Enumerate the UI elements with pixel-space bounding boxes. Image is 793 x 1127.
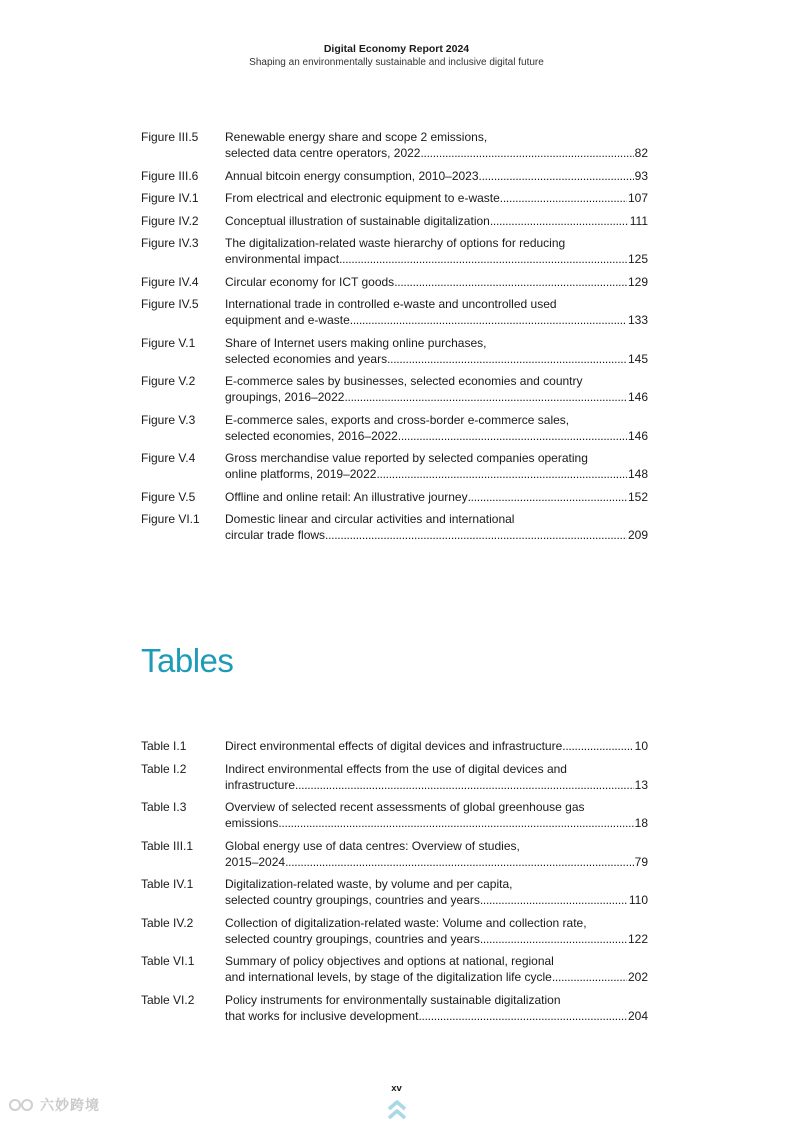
watermark-logo-icon — [8, 1096, 36, 1114]
entry-title-line: Collection of digitalization-related waste: Volume and collection rate, — [225, 915, 587, 930]
entry-label: Table I.2 — [141, 761, 187, 776]
page-ref[interactable]: 133 — [627, 313, 648, 327]
entry-title-line: Domestic linear and circular activities and international — [225, 512, 515, 526]
dot-leader — [339, 251, 627, 267]
toc-entry[interactable] — [141, 450, 648, 482]
entry-label: Figure III.5 — [141, 130, 199, 144]
page-ref[interactable]: 129 — [627, 274, 648, 289]
entry-title-line: Indirect environmental effects from the use of digital devices and — [225, 761, 567, 776]
entry-label: Table III.1 — [141, 838, 194, 853]
dot-leader — [344, 389, 627, 405]
toc-entry[interactable] — [141, 953, 648, 985]
page-ref[interactable]: 202 — [627, 970, 648, 984]
page-ref[interactable]: 79 — [634, 854, 648, 869]
entry-title-line: infrastructure — [225, 777, 296, 792]
toc-entry[interactable] — [141, 992, 648, 1024]
entry-title — [225, 761, 648, 793]
toc-entry[interactable] — [141, 373, 648, 405]
toc-entry[interactable] — [141, 876, 648, 908]
toc-entry[interactable] — [141, 213, 648, 229]
entry-label: Table IV.2 — [141, 915, 194, 930]
entry-title-line: circular trade flows — [225, 528, 326, 542]
entry-title — [225, 296, 648, 328]
page-ref[interactable]: 152 — [627, 489, 648, 504]
entry-label: Figure V.1 — [141, 335, 196, 350]
entry-title — [225, 190, 648, 206]
dot-leader — [350, 312, 627, 328]
entry-title-line: International trade in controlled e-waste and uncontrolled used — [225, 297, 557, 311]
dot-leader — [552, 969, 627, 985]
entry-title-line: Circular economy for ICT goods — [225, 274, 395, 289]
dot-leader — [562, 738, 633, 754]
toc-entry[interactable] — [141, 296, 648, 328]
page-ref[interactable]: 125 — [627, 252, 648, 266]
dot-leader — [480, 931, 627, 947]
entry-label: Figure IV.1 — [141, 191, 199, 205]
entry-title — [225, 799, 648, 831]
toc-entry[interactable] — [141, 915, 648, 947]
watermark — [8, 1095, 100, 1115]
entry-label: Figure V.5 — [141, 489, 196, 504]
page-ref[interactable]: 13 — [634, 777, 648, 792]
entry-title-line: online platforms, 2019–2022 — [225, 467, 377, 481]
entry-title — [225, 953, 648, 985]
toc-entry[interactable] — [141, 274, 648, 290]
entry-title — [225, 489, 648, 505]
page-ref[interactable]: 145 — [627, 351, 648, 366]
entry-title-line: From electrical and electronic equipment to e-waste — [225, 191, 500, 205]
page-number: xv — [391, 1083, 402, 1094]
page-ref[interactable]: 93 — [634, 168, 648, 183]
dot-leader — [479, 168, 634, 184]
report-title: Digital Economy Report 2024 — [323, 43, 470, 55]
dot-leader — [278, 815, 633, 831]
entry-title-line: Share of Internet users making online purchases, — [225, 335, 487, 350]
dot-leader — [398, 428, 627, 444]
entry-title-line: selected country groupings, countries and years — [225, 931, 480, 946]
page-ref[interactable]: 146 — [627, 390, 648, 404]
entry-label: Figure IV.3 — [141, 236, 199, 250]
toc-entry[interactable] — [141, 168, 648, 184]
report-subtitle: Shaping an environmentally sustainable and inclusive digital future — [249, 57, 544, 68]
entry-label: Figure V.4 — [141, 451, 196, 465]
entry-title-line: E-commerce sales by businesses, selected economies and country — [225, 374, 583, 388]
dot-leader — [418, 1008, 627, 1024]
page-ref[interactable]: 146 — [627, 428, 648, 443]
dot-leader — [420, 145, 633, 161]
entry-title — [225, 992, 648, 1024]
page-ref[interactable]: 18 — [634, 816, 648, 830]
page-ref[interactable]: 110 — [628, 893, 648, 907]
dot-leader — [376, 466, 627, 482]
entry-title-line: equipment and e-waste — [225, 313, 350, 327]
watermark-text: 六妙跨境 — [40, 1097, 100, 1113]
entry-title-line: emissions — [225, 816, 279, 830]
entry-title-line: Global energy use of data centres: Overview of studies, — [225, 838, 520, 853]
page-ref[interactable]: 204 — [627, 1008, 648, 1023]
entry-title-line: Summary of policy objectives and options at national, regional — [225, 954, 554, 968]
toc-entry[interactable] — [141, 190, 648, 206]
entry-title-line: environmental impact — [225, 252, 340, 266]
page-ref[interactable]: 148 — [627, 467, 648, 481]
entry-title — [225, 335, 648, 367]
running-header — [0, 42, 793, 70]
dot-leader — [490, 213, 629, 229]
entry-title — [225, 129, 648, 161]
entry-title-line: selected economies, 2016–2022 — [225, 428, 398, 443]
toc-entry[interactable] — [141, 335, 648, 367]
tables-list — [141, 738, 648, 1030]
entry-label: Figure IV.2 — [141, 213, 199, 228]
page-ref[interactable]: 209 — [627, 528, 648, 542]
entry-title-line: selected data centre operators, 2022 — [225, 146, 421, 160]
entry-title-line: Gross merchandise value reported by selected companies operating — [225, 451, 588, 465]
entry-label: Table I.3 — [141, 800, 187, 814]
entry-label: Table I.1 — [141, 739, 187, 753]
entry-title-line: E-commerce sales, exports and cross-border e-commerce sales, — [225, 412, 570, 427]
dot-leader — [500, 190, 627, 206]
toc-entry[interactable] — [141, 738, 648, 754]
entry-title — [225, 235, 648, 267]
toc-entry[interactable] — [141, 129, 648, 161]
dot-leader — [480, 892, 628, 908]
entry-title-line: Conceptual illustration of sustainable digitalization — [225, 213, 490, 228]
dot-leader — [394, 274, 627, 290]
toc-entry[interactable] — [141, 799, 648, 831]
entry-title-line: Overview of selected recent assessments of global greenhouse gas — [225, 800, 585, 814]
entry-title — [225, 274, 648, 290]
toc-entry[interactable] — [141, 412, 648, 444]
entry-title-line: Policy instruments for environmentally sustainable digitalization — [225, 992, 561, 1007]
dot-leader — [325, 527, 627, 543]
entry-label: Table IV.1 — [141, 877, 194, 891]
entry-title-line: groupings, 2016–2022 — [225, 390, 345, 404]
toc-entry[interactable] — [141, 235, 648, 267]
entry-label: Table VI.1 — [141, 954, 195, 968]
entry-title-line: Renewable energy share and scope 2 emissions, — [225, 130, 488, 144]
figures-list — [141, 129, 648, 550]
entry-title — [225, 915, 648, 947]
entry-title-line: The digitalization-related waste hierarchy of options for reducing — [225, 236, 566, 250]
entry-title — [225, 213, 648, 229]
entry-label: Figure III.6 — [141, 168, 199, 183]
entry-title-line: 2015–2024 — [225, 854, 286, 869]
entry-title — [225, 450, 648, 482]
entry-title-line: selected economies and years — [225, 351, 388, 366]
tables-heading: Tables — [141, 642, 234, 679]
entry-title-line: Digitalization-related waste, by volume and per capita, — [225, 877, 513, 891]
dot-leader — [295, 777, 634, 793]
page-ref[interactable]: 122 — [627, 931, 648, 946]
dot-leader — [468, 489, 627, 505]
page-ref[interactable]: 111 — [629, 213, 648, 228]
page-ref[interactable]: 82 — [634, 146, 648, 160]
page-ref[interactable]: 107 — [627, 191, 648, 205]
entry-title-line: selected country groupings, countries and years — [225, 893, 480, 907]
dot-leader — [387, 351, 627, 367]
entry-title — [225, 373, 648, 405]
entry-title-line: Annual bitcoin energy consumption, 2010–2023 — [225, 168, 479, 183]
entry-title-line: and international levels, by stage of the digitalization life cycle — [225, 970, 552, 984]
entry-label: Figure IV.5 — [141, 297, 199, 311]
entry-title — [225, 412, 648, 444]
entry-title — [225, 838, 648, 870]
dot-leader — [285, 854, 634, 870]
chevron-up-icon[interactable] — [386, 1098, 408, 1122]
entry-title — [225, 511, 648, 543]
toc-entry[interactable] — [141, 838, 648, 870]
entry-label: Figure V.2 — [141, 374, 196, 388]
toc-entry[interactable] — [141, 761, 648, 793]
page-ref[interactable]: 10 — [634, 739, 648, 753]
entry-label: Table VI.2 — [141, 992, 195, 1007]
entry-label: Figure VI.1 — [141, 512, 200, 526]
entry-title — [225, 738, 648, 754]
entry-label: Figure IV.4 — [141, 274, 199, 289]
entry-title — [225, 168, 648, 184]
entry-title-line: Direct environmental effects of digital devices and infrastructure — [225, 739, 563, 753]
entry-title — [225, 876, 648, 908]
toc-entry[interactable] — [141, 511, 648, 543]
entry-label: Figure V.3 — [141, 412, 196, 427]
toc-entry[interactable] — [141, 489, 648, 505]
entry-title-line: that works for inclusive development — [225, 1008, 419, 1023]
entry-title-line: Offline and online retail: An illustrative journey — [225, 489, 468, 504]
